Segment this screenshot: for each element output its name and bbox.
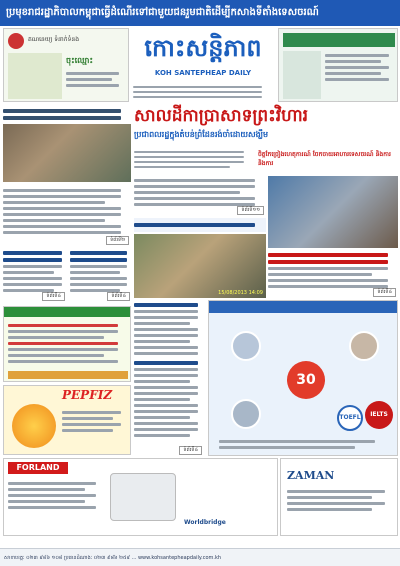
pepfiz-ad[interactable] — [3, 385, 131, 455]
ad-logo-icon — [8, 33, 24, 49]
center-headline-strip — [134, 218, 266, 232]
center-photo — [134, 234, 266, 298]
top-right-ad[interactable] — [278, 28, 398, 102]
forland-ad[interactable] — [3, 458, 278, 536]
mid-column — [134, 300, 204, 456]
top-left-ad[interactable] — [3, 28, 129, 102]
orange-icon — [12, 404, 56, 448]
ad-photo-circle — [349, 331, 379, 361]
ad-photo-circle — [231, 331, 261, 361]
left-story-4 — [70, 248, 132, 302]
page-tag: ទំព័រទី៤ — [42, 292, 65, 301]
main-red-caption: ចិត្តកែច្រៀងហេតុការណ៍ ចែកចាយអាហារទេសចរណ៍ និងការនិងការ — [258, 151, 391, 167]
banner-headline: ប្រមុខរាជរដ្ឋាភិបាលកម្ពុជាធ្វើដំណើរទៅជាមួយជនរួមជាតិដើម្បីកសាងទីតាំងទេសចរណ៍ — [6, 7, 319, 18]
pepfiz-logo: PEPFIZ — [62, 388, 113, 402]
page-tag: ទំព័រទី៤ — [179, 446, 202, 455]
page-tag: ទំព័រទី២ — [106, 236, 129, 245]
truck-image — [110, 473, 176, 521]
left-promo-ad[interactable] — [3, 306, 131, 382]
ad-line2: ចុះឈ្មោះ — [66, 56, 93, 65]
footer-text: សាខាខេត្តៈ ០២៣ ៩៨៦ ១០៨ ប្រធានដំណាងៈ ០២៣ ៩៨៦ ២៥៩ ... www.kohsantepheapdaily.com.kh — [4, 555, 222, 561]
main-subheadline: ប្រជាពលរដ្ឋក្នុងតំបន់ព្រំដែនរង់ចាំដោយសង្ឃឹម — [134, 129, 269, 139]
left-story-1-headline — [3, 109, 131, 120]
main-headline-box — [134, 104, 398, 146]
zaman-logo: ZAMAN — [287, 469, 335, 482]
center-number-badge: 30 — [287, 361, 325, 399]
masthead-subtitle: KOH SANTEPHEAP DAILY — [154, 69, 252, 77]
page-tag: ទំព័រទី៤ — [107, 292, 130, 301]
top-banner — [0, 0, 400, 26]
main-headline: សាលដីកាប្រាសាទព្រះវិហារ — [134, 106, 309, 126]
toefl-badge: TOEFL — [337, 405, 363, 431]
worldbridge-logo: Worldbridge — [184, 519, 226, 526]
forland-logo: FORLAND — [8, 462, 68, 474]
left-story-1-photo — [3, 124, 131, 182]
center-text-block — [134, 176, 266, 216]
masthead-title: កោះសន្តិភាព — [144, 33, 262, 62]
footer-bar — [0, 548, 400, 566]
main-caption-row — [134, 148, 398, 174]
left-story-3 — [3, 248, 67, 302]
left-story-1 — [3, 106, 131, 184]
page-tag: ទំព័រទី១១ — [237, 206, 264, 215]
ad-photo-circle — [231, 399, 261, 429]
ad-line1: គណនេយ្យ ទំនាក់ទំនង — [28, 36, 80, 43]
left-story-2 — [3, 186, 131, 246]
page-tag: ទំព័រទី៤ — [373, 288, 396, 297]
education-ad[interactable] — [208, 300, 398, 456]
masthead — [131, 27, 275, 103]
photo-timestamp: 15/08/2013 14:09 — [218, 290, 263, 296]
ielts-badge: IELTS — [365, 401, 393, 429]
right-story — [268, 250, 398, 298]
zaman-ad[interactable] — [280, 458, 398, 536]
right-top-photo — [268, 176, 398, 248]
